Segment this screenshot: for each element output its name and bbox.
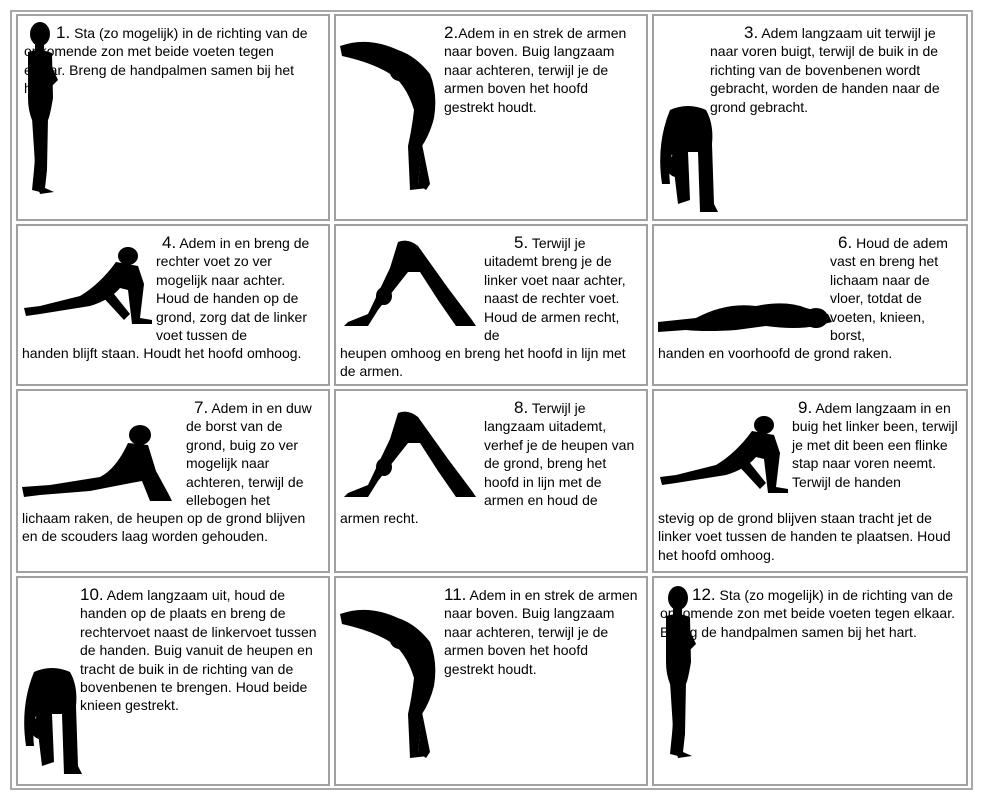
step-description: Adem langzaam in en buig het linker been, terwijl je met dit been een flinke stap naar voren neemt. Terwijl de handen [792, 400, 958, 490]
step-description: Adem in en breng de rechter voet zo ver mogelijk naar achter. Houd de handen op de grond, zorg dat de linker voet tussen de [156, 235, 310, 344]
downward-dog-pose-icon [338, 238, 478, 330]
backbend-pose-icon [338, 602, 448, 762]
step-text-continued: stevig op de grond blijven staan tracht jet de linker voet tussen de handen te plaatsen. Houd het hoofd omhoog. [658, 510, 951, 563]
step-text [830, 234, 958, 344]
step-description: Sta (zo mogelijk) in de richting van de opkomende zon met beide voeten tegen elkaar. Breng de handpalmen samen bij het hart. [24, 25, 308, 97]
step-description: Adem in en duw de borst van de grond, buig zo ver mogelijk naar achteren, terwijl de ellebogen het [186, 400, 312, 509]
step-description: Sta (zo mogelijk) in de richting van de opkomende zon met beide voeten tegen elkaar. Breng de handpalmen samen bij het hart. [660, 587, 955, 640]
step-text [484, 234, 638, 344]
step-text [186, 399, 320, 509]
step-description: Houd de adem vast en breng het lichaam naar de vloer, totdat de voeten, knieen, borst, [830, 235, 948, 344]
step-text [710, 24, 958, 116]
step-description: Adem langzaam uit, houd de handen op de plaats en breng de rechtervoet naast de linkervoet tussen de handen. Buig vanuit de heupen en tracht de buik in de richting van de bovenbenen te brengen. Houd beide knieen gestrekt. [80, 587, 317, 714]
forward-fold-pose-icon [656, 104, 718, 216]
step-number: 11. [444, 585, 467, 604]
step-description: Terwijl je uitademt breng je de linker voet naar achter, naast de rechter voet. Houd de armen recht, de [484, 235, 626, 344]
step-text [24, 24, 318, 98]
step-card [16, 576, 330, 786]
step-number: 8. [514, 398, 529, 417]
step-description: Adem in en strek de armen naar boven. Buig langzaam naar achteren, terwijl je de armen boven het hoofd gestrekt houdt. [444, 587, 638, 677]
step-number: 4. [162, 233, 177, 252]
step-number: 9. [798, 398, 813, 417]
step-text [792, 399, 958, 491]
step-number: 1. [56, 23, 71, 42]
prone-pose-icon [656, 296, 836, 342]
step-card [652, 389, 968, 573]
step-text-continued: lichaam raken, de heupen op de grond blijven en de scouders laag worden gehouden. [22, 510, 306, 545]
step-text [444, 586, 638, 678]
step-number: 2. [444, 23, 459, 42]
cobra-pose-icon [20, 421, 190, 505]
step-text-continued: handen blijft staan. Houdt het hoofd omhoog. [22, 345, 302, 361]
step-number: 7. [194, 398, 209, 417]
step-card [652, 14, 968, 221]
step-description: Terwijl je langzaam uitademt, verhef je de heupen van de grond, breng het hoofd in lijn met de armen en houd de [484, 400, 635, 509]
step-text-continued: armen recht. [340, 510, 419, 526]
step-text [156, 234, 320, 344]
step-card [16, 389, 330, 573]
lunge-pose-icon [20, 244, 160, 326]
step-description: Adem in en strek de armen naar boven. Buig langzaam naar achteren, terwijl je de armen boven het hoofd gestrekt houdt. [444, 25, 627, 115]
sun-salutation-grid [10, 10, 973, 790]
lunge-pose-icon [656, 413, 796, 495]
step-card [16, 224, 330, 386]
step-text-continued: handen en voorhoofd de grond raken. [658, 345, 893, 361]
step-card [334, 576, 648, 786]
backbend-pose-icon [338, 34, 448, 194]
downward-dog-pose-icon [338, 409, 478, 501]
step-description: Adem langzaam uit terwijl je naar voren buigt, terwijl de buik in de richting van de bovenbenen wordt gebracht, worden de handen naar de grond gebracht. [710, 25, 940, 115]
step-number: 3. [744, 23, 759, 42]
step-card [334, 14, 648, 221]
step-number: 10. [80, 585, 104, 604]
step-text [660, 586, 956, 641]
step-card [652, 576, 968, 786]
step-number: 5. [514, 233, 529, 252]
step-text [444, 24, 638, 116]
step-number: 6. [838, 233, 853, 252]
step-text [80, 586, 320, 715]
step-card [652, 224, 968, 386]
step-text-continued: heupen omhoog en breng het hoofd in lijn met de armen. [340, 345, 626, 380]
step-number: 12. [692, 585, 716, 604]
step-card [334, 224, 648, 386]
step-card [16, 14, 330, 221]
step-card [334, 389, 648, 573]
forward-fold-pose-icon [20, 666, 82, 778]
step-text [484, 399, 638, 509]
